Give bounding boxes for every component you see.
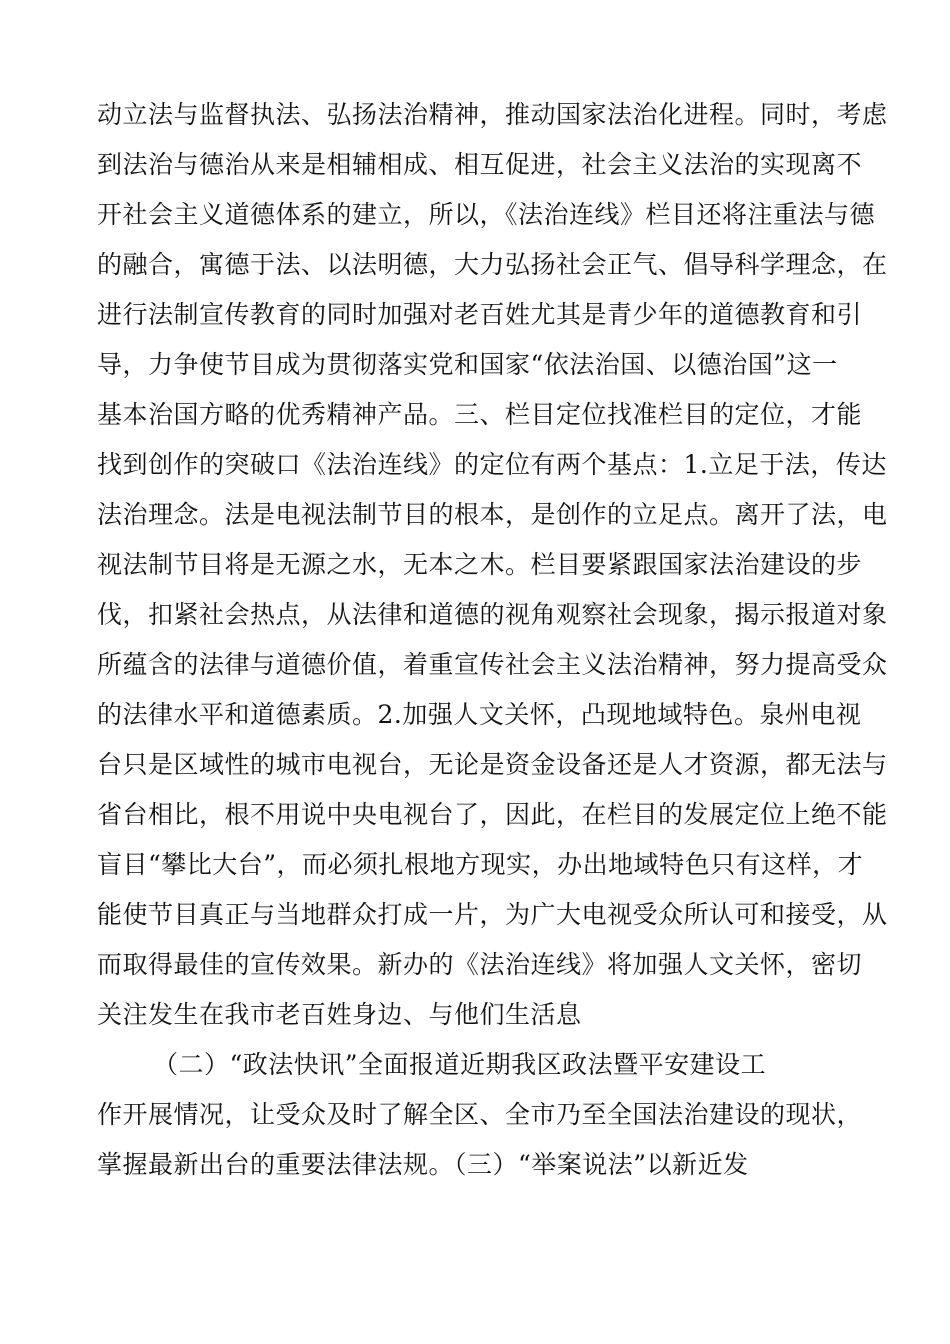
text-line: 动立法与监督执法、弘扬法治精神，推动国家法治化进程。同时，考虑 <box>97 100 888 129</box>
text-line: 到法治与德治从来是相辅相成、相互促进，社会主义法治的实现离不 <box>97 150 863 179</box>
text-line: 法治理念。法是电视法制节目的根本，是创作的立足点。离开了法，电 <box>97 500 888 529</box>
text-line: 盲目“攀比大台”，而必须扎根地方现实，办出地域特色只有这样，才 <box>97 850 864 879</box>
text-line: 关注发生在我市老百姓身边、与他们生活息 <box>97 1000 582 1029</box>
text-line: 开社会主义道德体系的建立，所以，《法治连线》栏目还将注重法与德 <box>97 200 876 229</box>
text-line: 掌握最新出台的重要法律法规。（三）“举案说法”以新近发 <box>97 1150 749 1179</box>
text-line: 的法律水平和道德素质。2.加强人文关怀，凸现地域特色。泉州电视 <box>97 700 862 729</box>
text-line: 而取得最佳的宣传效果。新办的《法治连线》将加强人文关怀，密切 <box>97 950 863 979</box>
text-line: 视法制节目将是无源之水，无本之木。栏目要紧跟国家法治建设的步 <box>97 550 863 579</box>
text-line: 伐，扣紧社会热点，从法律和道德的视角观察社会现象，揭示报道对象 <box>97 600 888 629</box>
text-line: 进行法制宣传教育的同时加强对老百姓尤其是青少年的道德教育和引 <box>97 300 863 329</box>
text-line: 台只是区域性的城市电视台，无论是资金设备还是人才资源，都无法与 <box>97 750 888 779</box>
text-line: 找到创作的突破口《法治连线》的定位有两个基点：1.立足于法，传达 <box>97 450 887 479</box>
text-line: 省台相比，根不用说中央电视台了，因此，在栏目的发展定位上绝不能 <box>97 800 888 829</box>
text-line: 所蕴含的法律与道德价值，着重宣传社会主义法治精神，努力提高受众 <box>97 650 888 679</box>
text-line: 能使节目真正与当地群众打成一片，为广大电视受众所认可和接受，从 <box>97 900 888 929</box>
text-line: 导，力争使节目成为贯彻落实党和国家“依法治国、以德治国”这一 <box>97 350 838 379</box>
text-line: 作开展情况，让受众及时了解全区、全市乃至全国法治建设的现状， <box>97 1100 863 1129</box>
text-line: 的融合，寓德于法、以法明德，大力弘扬社会正气、倡导科学理念，在 <box>97 250 888 279</box>
text-line: 基本治国方略的优秀精神产品。三、栏目定位找准栏目的定位，才能 <box>97 400 863 429</box>
paragraph-first-line: （二）“政法快讯”全面报道近期我区政法暨平安建设工 <box>153 1050 767 1079</box>
